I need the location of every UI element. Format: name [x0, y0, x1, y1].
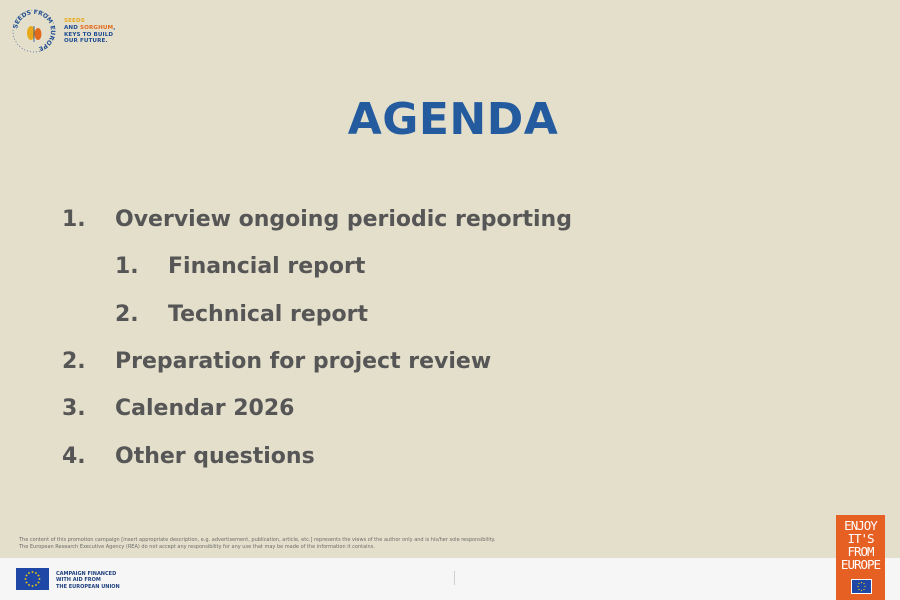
eu-campaign-line: WITH AID FROM — [56, 577, 101, 584]
agenda-item-number: 1. — [115, 254, 139, 279]
agenda-item-text: Other questions — [115, 444, 315, 469]
seed-badge-icon — [11, 8, 57, 54]
agenda-item-number: 2. — [62, 349, 86, 374]
logo-tagline — [64, 18, 130, 45]
enjoy-badge-line: ENJOY — [844, 518, 877, 533]
slide-title: AGENDA — [347, 94, 559, 145]
disclaimer-text — [19, 537, 619, 551]
agenda-item-number: 4. — [62, 444, 86, 469]
disclaimer-line: The European Research Executive Agency (REA) do not accept any responsibility for any use that may be made of the information it contains. — [19, 543, 375, 550]
eu-campaign-line: THE EUROPEAN UNION — [56, 583, 120, 590]
agenda-item-number: 2. — [115, 302, 139, 327]
seeds-from-europe-logo — [11, 8, 121, 56]
logo-ring-text: SEEDS FROM EUROPE — [12, 8, 57, 53]
footer-divider — [454, 571, 455, 585]
eu-flag-small-icon — [851, 579, 872, 594]
logo-tagline-line: SEEDS — [64, 18, 85, 24]
agenda-item-number: 3. — [62, 396, 86, 421]
agenda-item-text: Technical report — [168, 302, 368, 327]
agenda-item-text: Overview ongoing periodic reporting — [115, 207, 572, 232]
logo-tagline-highlight: SORGHUM — [80, 24, 114, 31]
agenda-item-text: Preparation for project review — [115, 349, 492, 374]
enjoy-badge-line: IT'S FROM — [847, 531, 874, 559]
enjoy-europe-badge — [836, 515, 885, 600]
agenda-item-number: 1. — [62, 207, 86, 232]
eu-campaign-line: CAMPAIGN FINANCED — [56, 571, 117, 577]
enjoy-badge-line: EUROPE — [840, 557, 881, 572]
logo-tagline-line: AND SORGHUM, — [64, 24, 116, 31]
enjoy-badge-text — [836, 519, 885, 571]
agenda-item-text: Financial report — [168, 254, 366, 279]
eu-campaign-text — [56, 571, 136, 590]
disclaimer-line: The content of this promotion campaign [insert appropriate description, e.g. advertisement, publication, article, etc.] represents the views of the author only and is his/her sole responsibility. — [19, 537, 496, 543]
agenda-item-text: Calendar 2026 — [115, 396, 295, 421]
logo-tagline-line: OUR FUTURE. — [64, 38, 108, 45]
eu-flag-icon — [16, 568, 49, 590]
logo-tagline-line: KEYS TO BUILD — [64, 31, 114, 38]
